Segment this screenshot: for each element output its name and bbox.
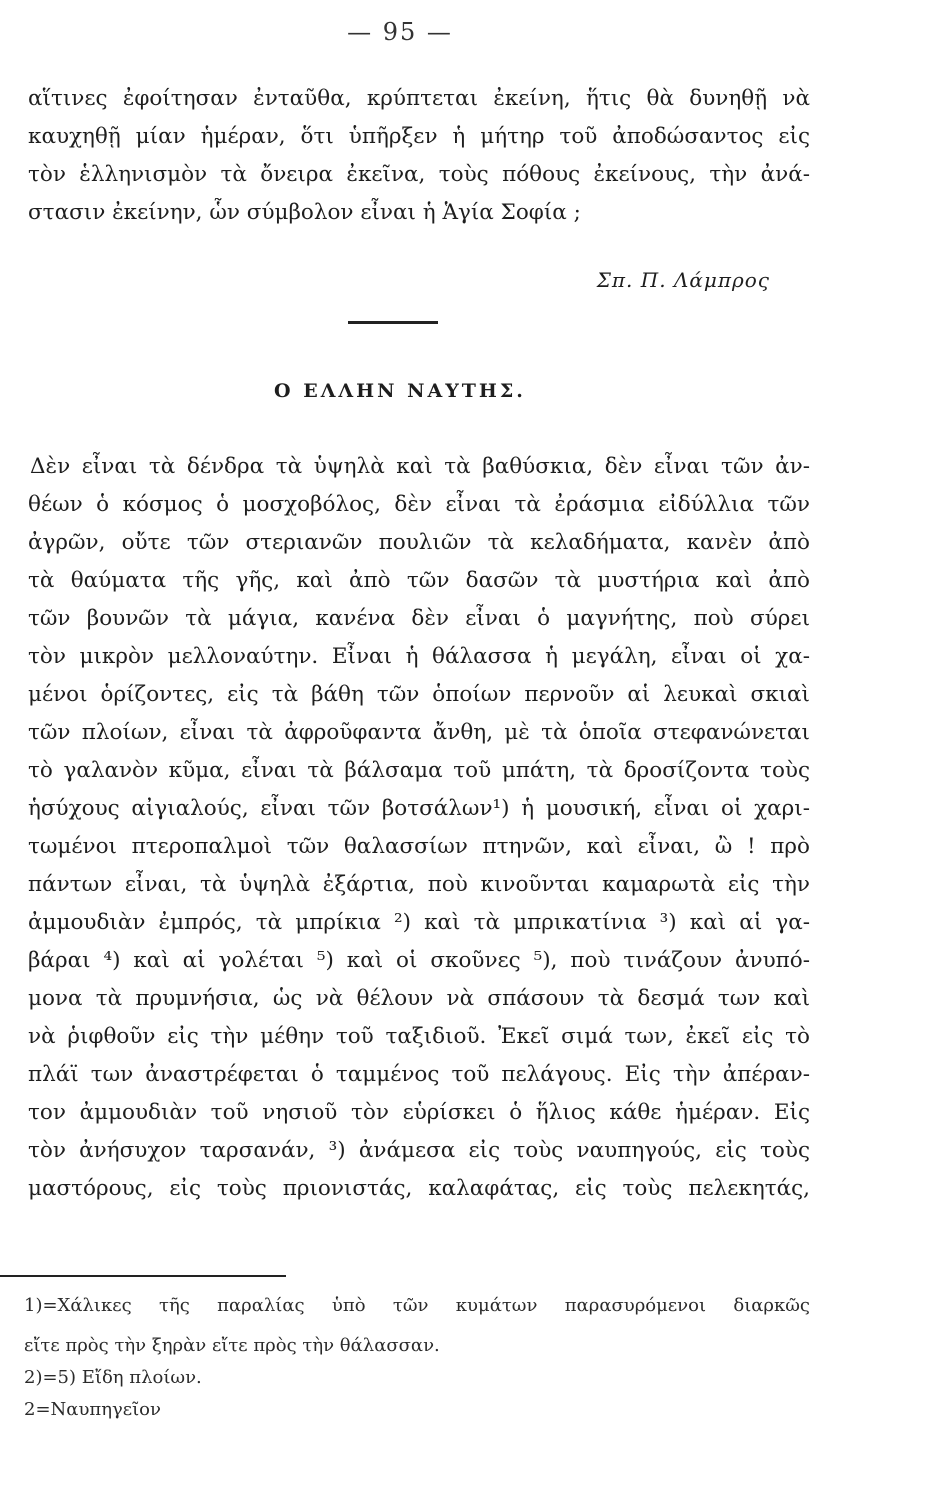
section-divider: [348, 321, 438, 324]
text-line: τὸν ἑλληνισμὸν τὰ ὄνειρα ἐκεῖνα, τοὺς πόθους ἐκείνους, τὴν ἀνά-: [28, 162, 810, 187]
text-line: τον ἀμμουδιὰν τοῦ νησιοῦ τὸν εὑρίσκει ὁ ἥλιος κάθε ἡμέραν. Εἰς: [28, 1100, 810, 1125]
text-line: αἵτινες ἐφοίτησαν ἐνταῦθα, κρύπτεται ἐκείνη, ἥτις θὰ δυνηθῇ νὰ: [28, 86, 810, 111]
footnote-divider: [0, 1275, 286, 1277]
text-line: τὸ γαλανὸν κῦμα, εἶναι τὰ βάλσαμα τοῦ μπάτη, τὰ δροσίζοντα τοὺς: [28, 758, 810, 783]
text-line: νὰ ῥιφθοῦν εἰς τὴν μέθην τοῦ ταξιδιοῦ. Ἐκεῖ σιμά των, ἐκεῖ εἰς τὸ: [28, 1024, 810, 1049]
text-line: μαστόρους, εἰς τοὺς πριονιστάς, καλαφάτας, εἰς τοὺς πελεκητάς,: [28, 1176, 810, 1201]
text-line: τωμένοι πτεροπαλμοὶ τῶν θαλασσίων πτηνῶν, καὶ εἶναι, ὢ ! πρὸ: [28, 834, 810, 859]
author-signature: Σπ. Π. Λάμπρος: [596, 268, 770, 292]
text-line: στασιν ἐκείνην, ὧν σύμβολον εἶναι ἡ Ἁγία Σοφία ;: [28, 200, 581, 225]
page-number: — 95 —: [347, 18, 453, 46]
article-title: Ο ΕΛΛΗΝ ΝΑΥΤΗΣ.: [274, 380, 526, 402]
text-line: βάραι ⁴) καὶ αἱ γολέται ⁵) καὶ οἱ σκοῦνες ⁵), ποὺ τινάζουν ἀνυπό-: [28, 948, 810, 973]
text-line: Δὲν εἶναι τὰ δένδρα τὰ ὑψηλὰ καὶ τὰ βαθύσκια, δὲν εἶναι τῶν ἀν-: [30, 454, 810, 479]
text-line: μονα τὰ πρυμνήσια, ὡς νὰ θέλουν νὰ σπάσουν τὰ δεσμά των καὶ: [28, 986, 810, 1011]
text-line: ἀγρῶν, οὔτε τῶν στεριανῶν πουλιῶν τὰ κελαδήματα, κανὲν ἀπὸ: [28, 530, 810, 555]
text-line: τὸν μικρὸν μελλοναύτην. Εἶναι ἡ θάλασσα ἡ μεγάλη, εἶναι οἱ χα-: [28, 644, 810, 669]
text-line: πλάϊ των ἀναστρέφεται ὁ ταμμένος τοῦ πελάγους. Εἰς τὴν ἀπέραν-: [28, 1062, 810, 1087]
text-line: θέων ὁ κόσμος ὁ μοσχοβόλος, δὲν εἶναι τὰ ἐράσμια εἰδύλλια τῶν: [28, 492, 810, 517]
text-line: καυχηθῇ μίαν ἡμέραν, ὅτι ὑπῆρξεν ἡ μήτηρ τοῦ ἀποδώσαντος εἰς: [28, 124, 810, 149]
footnote-line: εἴτε πρὸς τὴν ξηρὰν εἴτε πρὸς τὴν θάλασσαν.: [24, 1335, 440, 1356]
text-line: πάντων εἶναι, τὰ ὑψηλὰ ἐξάρτια, ποὺ κινοῦνται καμαρωτὰ εἰς τὴν: [28, 872, 810, 897]
footnote-line: 2=Ναυπηγεῖον: [24, 1399, 161, 1420]
text-line: τὰ θαύματα τῆς γῆς, καὶ ἀπὸ τῶν δασῶν τὰ μυστήρια καὶ ἀπὸ: [28, 568, 810, 593]
text-line: ἀμμουδιὰν ἐμπρός, τὰ μπρίκια ²) καὶ τὰ μπρικατίνια ³) καὶ αἱ γα-: [28, 910, 810, 935]
text-line: τὸν ἀνήσυχον ταρσανάν, ³) ἀνάμεσα εἰς τοὺς ναυπηγούς, εἰς τοὺς: [28, 1138, 810, 1163]
text-line: μένοι ὁρίζοντες, εἰς τὰ βάθη τῶν ὁποίων περνοῦν αἱ λευκαὶ σκιαὶ: [28, 682, 810, 707]
footnote-line: 2)=5) Εἴδη πλοίων.: [24, 1367, 202, 1388]
text-line: ἡσύχους αἰγιαλούς, εἶναι τῶν βοτσάλων¹) ἡ μουσική, εἶναι οἱ χαρι-: [28, 796, 810, 821]
text-line: τῶν βουνῶν τὰ μάγια, κανένα δὲν εἶναι ὁ μαγνήτης, ποὺ σύρει: [28, 606, 810, 631]
text-line: τῶν πλοίων, εἶναι τὰ ἀφροῦφαντα ἄνθη, μὲ τὰ ὁποῖα στεφανώνεται: [28, 720, 810, 745]
footnote-line: 1)=Χάλικες τῆς παραλίας ὑπὸ τῶν κυμάτων παρασυρόμενοι διαρκῶς: [24, 1295, 810, 1316]
